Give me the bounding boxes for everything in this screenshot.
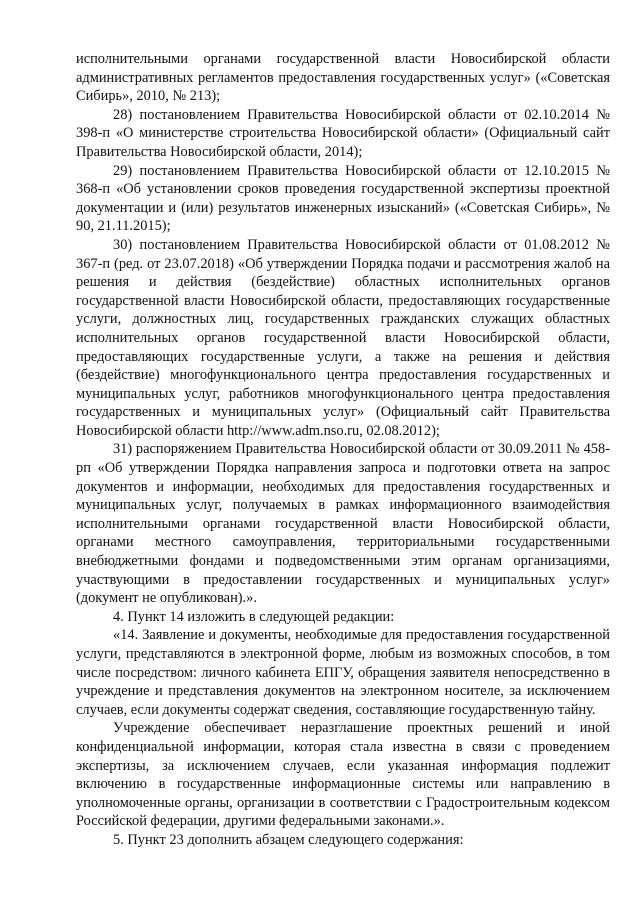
paragraph-item-28: 28) постановлением Правительства Новосибирской области от 02.10.2014 № 398-п «О министерстве строительства Новосибирской области» (Официальный сайт Правительства Новосибирской области, 2014);	[76, 106, 610, 160]
paragraph-item-31: 31) распоряжением Правительства Новосибирской области от 30.09.2011 № 458-рп «Об утверждении Порядка направления запроса и подготовки ответа на запрос документов и информации, необходимых для предоставления государственных и муниципальных услуг, получаемых в рамках информационного взаимодействия исполнительными органами государственной власти Новосибирской области, органами местного самоуправления, территориальными государственными внебюджетными фондами и подведомственными этим органам организациями, участвующими в предоставлении государственных и муниципальных услуг» (документ не опубликован).».	[76, 441, 610, 607]
paragraph-point-4: 4. Пункт 14 изложить в следующей редакции:	[113, 608, 395, 625]
paragraph-point-14-text: «14. Заявление и документы, необходимые для предоставления государственной услуги, представляются в электронной форме, любым из возможных способов, в том числе посредством: личного кабинета ЕПГУ, обращения заявителя непосредственно в учреждение и представления документов на электронном носителе, за исключением случаев, если документы содержат сведения, составляющие государственную тайну.	[76, 627, 610, 718]
document-page	[76, 50, 610, 850]
paragraph-item-29: 29) постановлением Правительства Новосибирской области от 12.10.2015 № 368-п «Об установлении сроков проведения государственной экспертизы проектной документации и (или) результатов инженерных изысканий» («Советская Сибирь», № 90, 21.11.2015);	[76, 162, 610, 235]
paragraph-item-30: 30) постановлением Правительства Новосибирской области от 01.08.2012 № 367-п (ред. от 23.07.2018) «Об утверждении Порядка подачи и рассмотрения жалоб на решения и действия (бездействие) областных исполнительных органов государственной власти Новосибирской области, предоставляющих государственные услуги, должностных лиц, государственных гражданских служащих областных исполнительных органов государственной власти Новосибирской области, предоставляющих государственные услуги, а также на решения и действия (бездействие) многофункционального центра предоставления государственных и муниципальных услуг, работников многофункционального центра предоставления государственных и муниципальных услуг» (Официальный сайт Правительства Новосибирской области http://www.adm.nso.ru, 02.08.2012);	[76, 236, 610, 439]
paragraph-continuation: исполнительными органами государственной власти Новосибирской области административных регламентов предоставления государственных услуг» («Советская Сибирь», 2010, № 213);	[76, 51, 610, 105]
paragraph-confidentiality: Учреждение обеспечивает неразглашение проектных решений и иной конфиденциальной информации, которая стала известна в связи с проведением экспертизы, за исключением случаев, если указанная информация подлежит включению в государственные информационные системы или направлению в уполномоченные органы, организации в соответствии с Градостроительным кодексом Российской федерации, другими федеральными законами.».	[76, 720, 610, 830]
paragraph-point-5: 5. Пункт 23 дополнить абзацем следующего содержания:	[113, 831, 464, 848]
